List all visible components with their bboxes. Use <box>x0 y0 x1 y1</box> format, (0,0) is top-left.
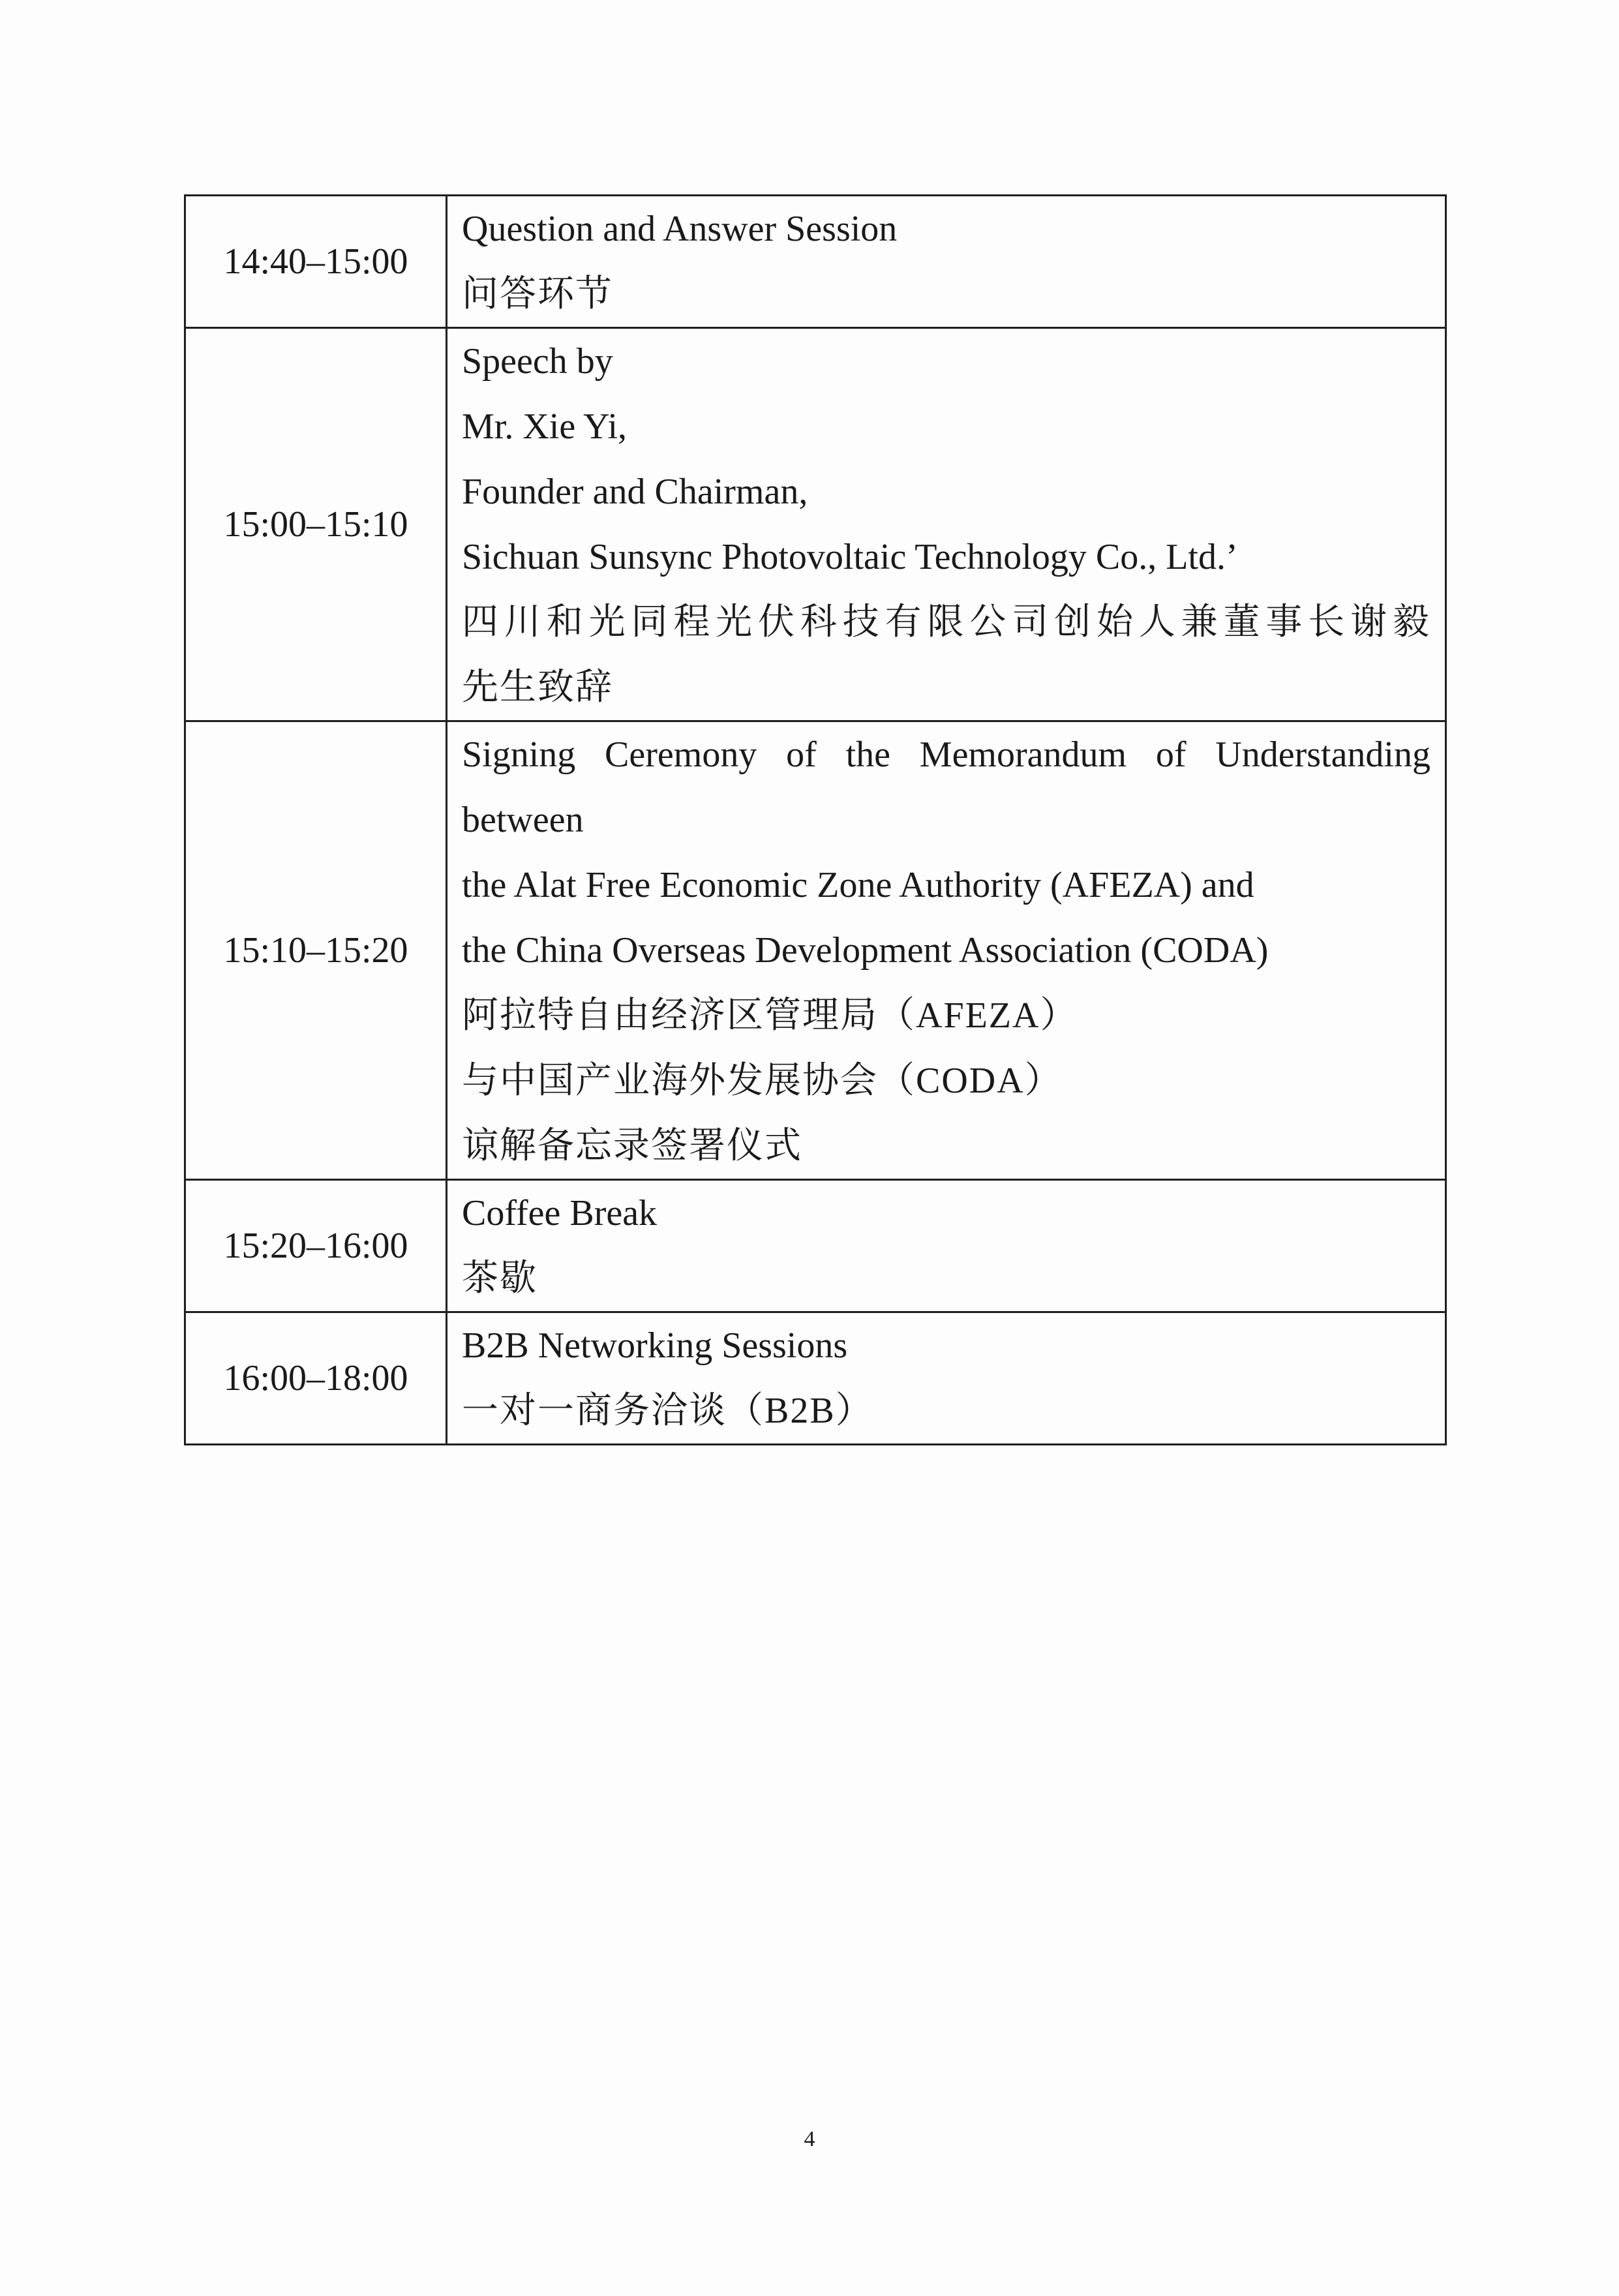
time-cell: 15:20–16:00 <box>185 1180 447 1312</box>
description-line: the China Overseas Development Association (CODA) <box>462 930 1269 971</box>
description-line: the Alat Free Economic Zone Authority (AFEZA) and <box>462 865 1254 905</box>
time-cell: 15:10–15:20 <box>185 721 447 1180</box>
description-cell <box>447 196 1446 328</box>
agenda-row <box>185 1312 1446 1445</box>
description-line: Founder and Chairman, <box>462 472 808 512</box>
description-line: Sichuan Sunsync Photovoltaic Technology Co., Ltd.’ <box>462 537 1238 577</box>
description-cell <box>447 1312 1446 1445</box>
description-line: 问答环节 <box>462 274 613 314</box>
description-line: Speech by <box>462 341 613 382</box>
agenda-row <box>185 1180 1446 1312</box>
time-cell: 15:00–15:10 <box>185 328 447 721</box>
description-line: 茶歇 <box>462 1258 537 1299</box>
description-cell <box>447 328 1446 721</box>
description-line: Signing Ceremony of the Memorandum of Understanding <box>462 734 1430 775</box>
description-line: Question and Answer Session <box>462 209 898 249</box>
agenda-row <box>185 328 1446 721</box>
description-line: B2B Networking Sessions <box>462 1325 848 1366</box>
description-line: 谅解备忘录签署仪式 <box>462 1126 802 1166</box>
description-line: Mr. Xie Yi, <box>462 406 628 447</box>
agenda-table <box>184 194 1447 1445</box>
description-line: between <box>462 800 584 840</box>
description-line: 四川和光同程光伏科技有限公司创始人兼董事长谢毅 <box>462 602 1430 642</box>
agenda-row <box>185 721 1446 1180</box>
description-line: 阿拉特自由经济区管理局（AFEZA） <box>462 995 1078 1036</box>
agenda-row <box>185 196 1446 328</box>
page-number: 4 <box>804 2127 815 2151</box>
description-cell <box>447 1180 1446 1312</box>
description-line: 一对一商务洽谈（B2B） <box>462 1391 873 1431</box>
time-cell: 16:00–18:00 <box>185 1312 447 1445</box>
description-line: 与中国产业海外发展协会（CODA） <box>462 1061 1063 1101</box>
description-line: Coffee Break <box>462 1193 658 1233</box>
time-cell: 14:40–15:00 <box>185 196 447 328</box>
description-cell <box>447 721 1446 1180</box>
description-line: 先生致辞 <box>462 667 613 708</box>
